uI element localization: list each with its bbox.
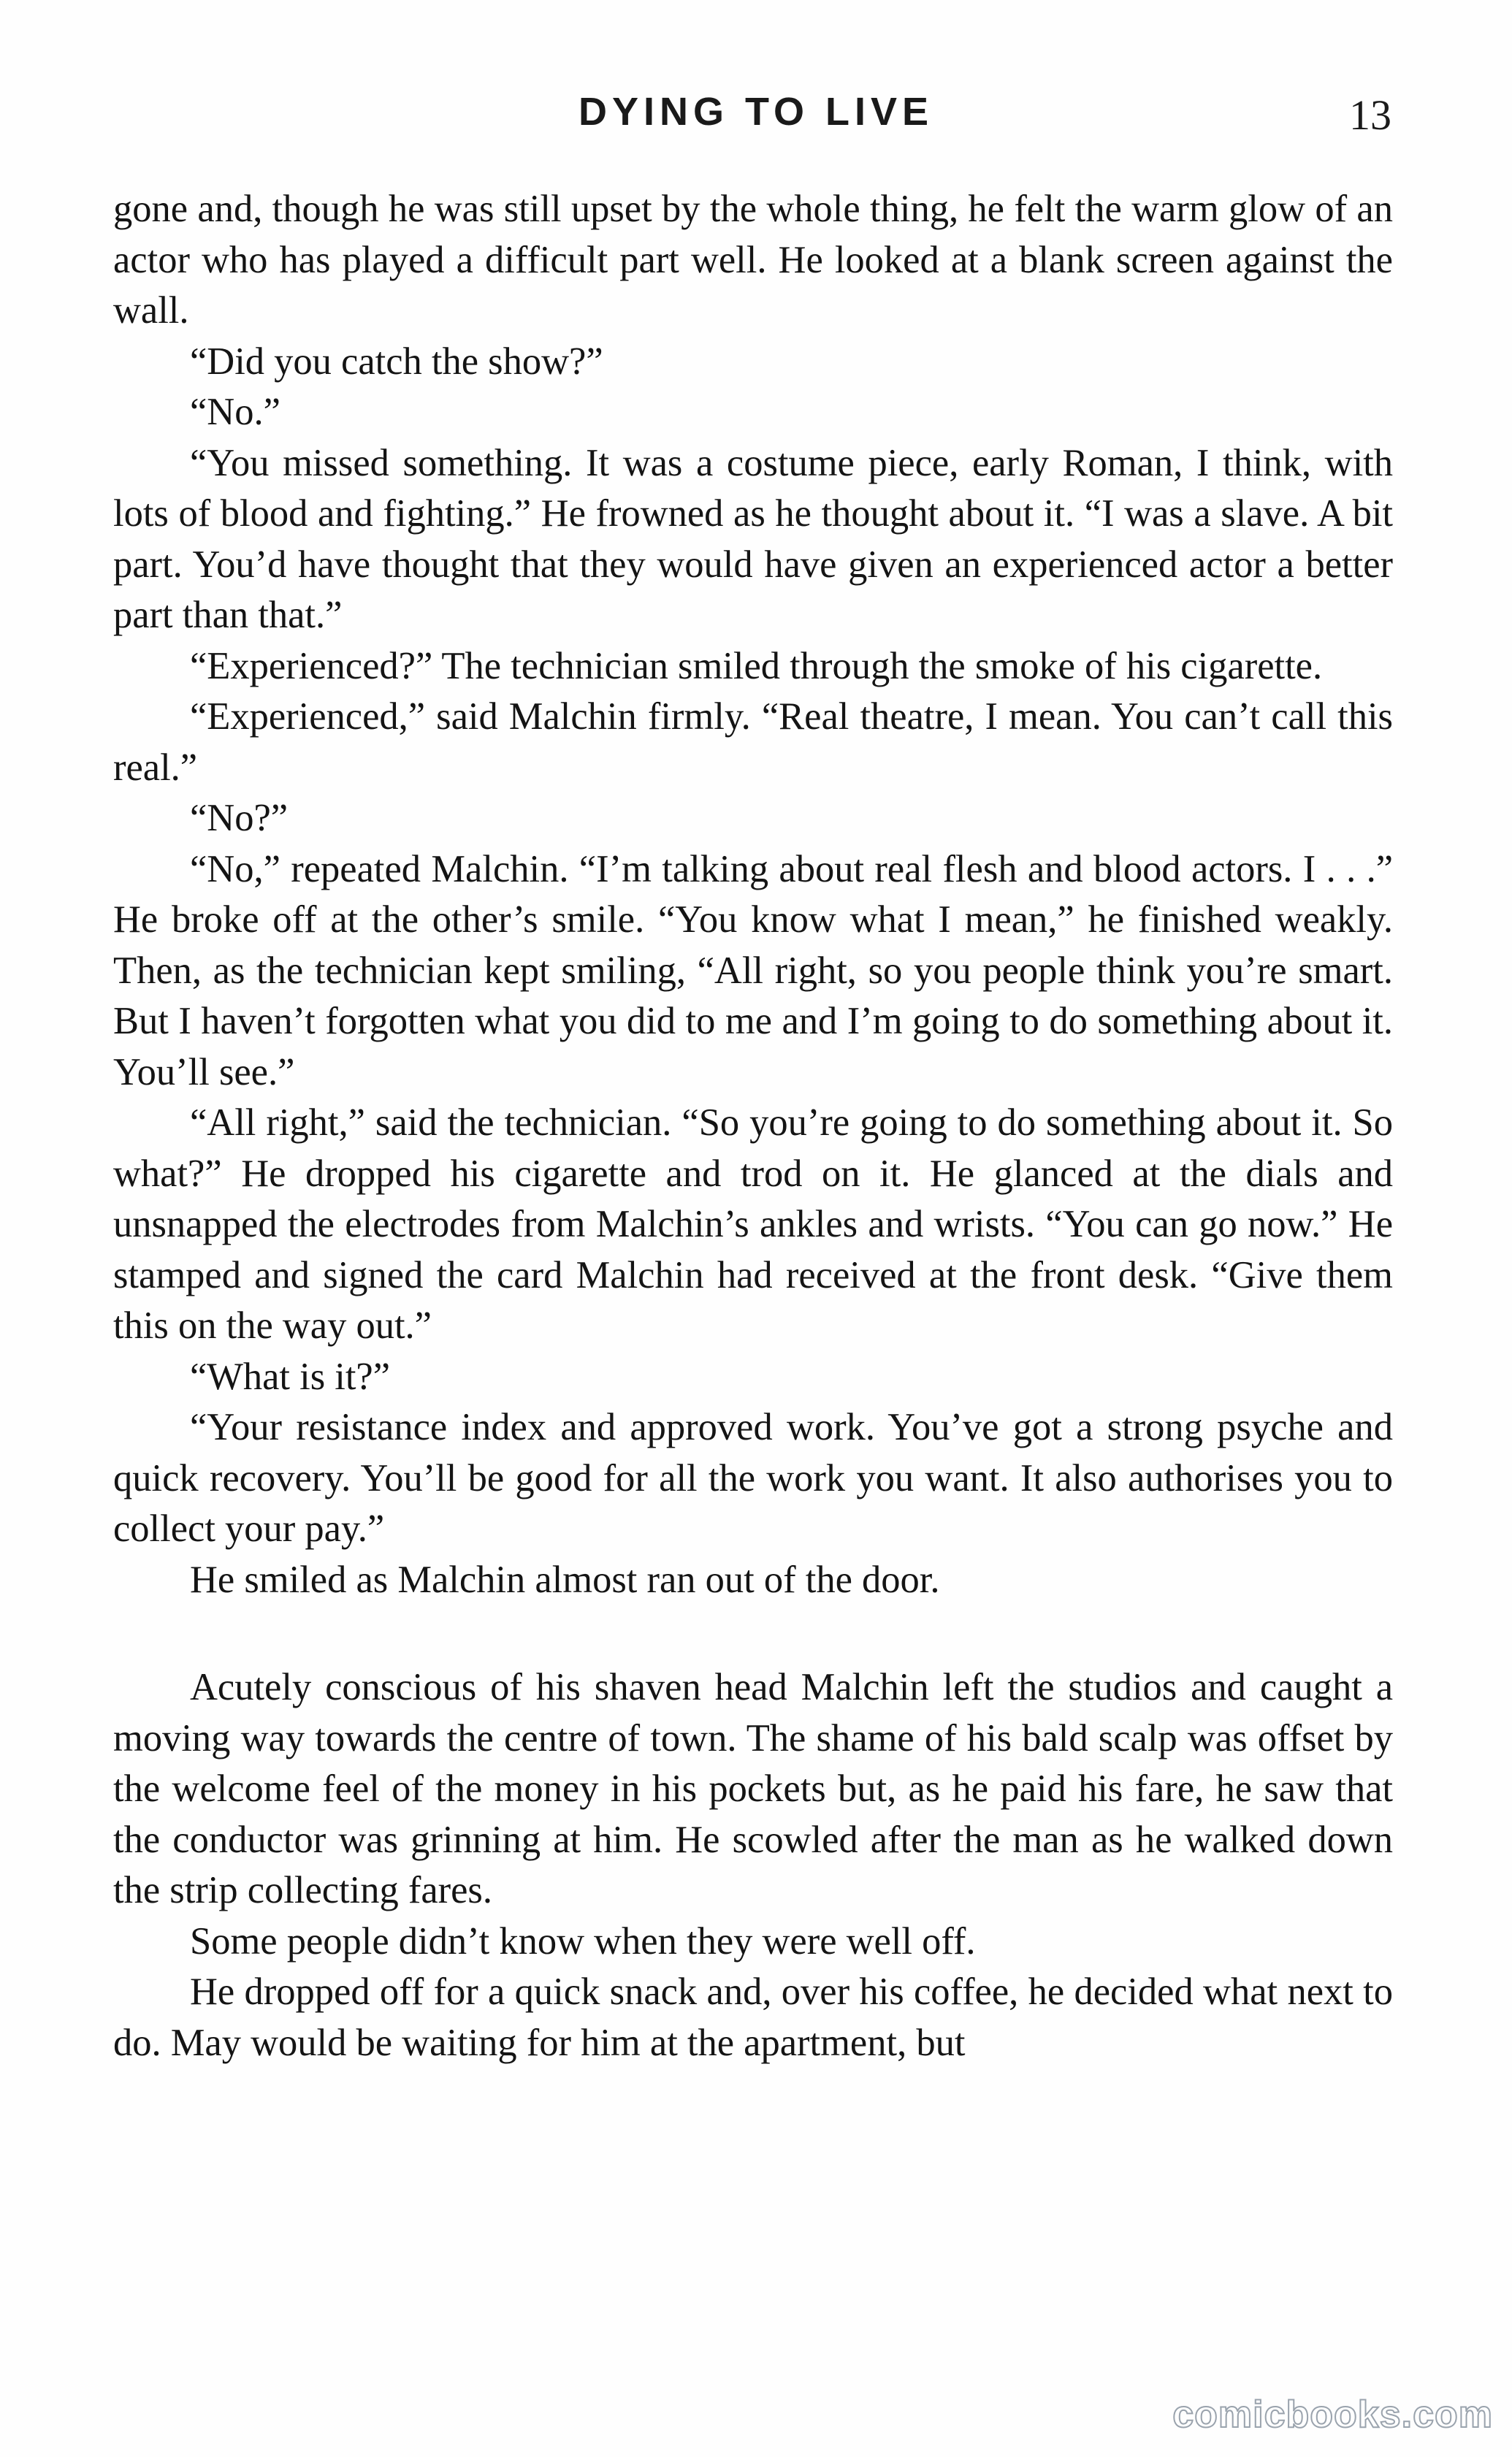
paragraph: “No?” — [190, 797, 289, 839]
paragraph: “You missed something. It was a costume piece, early Roman, I think, with lots of blood and fighting.” He frowned as he thought about it. “I was a slave. A bit part. You’d have thought that they would have given an experienced actor a better part than that.” — [113, 441, 1393, 636]
paragraph: Acutely conscious of his shaven head Malchin left the studios and caught a moving way towards the centre of town. The shame of his bald scalp was offset by the welcome feel of the money in his pockets but, as he paid his fare, he saw that the conductor was grinning at him. He scowled after the man as he walked down the strip collecting fares. — [113, 1666, 1393, 1911]
paragraph: “What is it?” — [190, 1355, 391, 1398]
paragraph: He dropped off for a quick snack and, over his coffee, he decided what next to do. May would be waiting for him at the apartment, but — [113, 1971, 1393, 2064]
paragraph: “Did you catch the show?” — [190, 340, 603, 383]
paragraph: “Your resistance index and approved work. You’ve got a strong psyche and quick recovery. You’ll be good for all the work you want. It also authorises you to collect your pay.” — [113, 1406, 1393, 1550]
page-number: 13 — [1349, 91, 1391, 139]
paragraph: gone and, though he was still upset by the whole thing, he felt the warm glow of an actor who has played a difficult part well. He looked at a blank screen against the wall. — [113, 188, 1393, 332]
body-text — [113, 184, 1393, 2068]
paragraph: He smiled as Malchin almost ran out of the door. — [190, 1558, 940, 1601]
running-title: DYING TO LIVE — [578, 90, 934, 134]
paragraph: “All right,” said the technician. “So you’re going to do something about it. So what?” He dropped his cigarette and trod on it. He glanced at the dials and unsnapped the electrodes from Malchin’s ankles and wrists. “You can go now.” He stamped and signed the card Malchin had received at the front desk. “Give them this on the way out.” — [113, 1101, 1393, 1347]
running-header — [0, 89, 1512, 155]
section-break — [113, 1605, 1393, 1662]
paragraph: “No,” repeated Malchin. “I’m talking about real flesh and blood actors. I . . .” He broke off at the other’s smile. “You know what I mean,” he finished weakly. Then, as the technician kept smiling, “All right, so you people think you’re smart. But I haven’t forgotten what you did to me and I’m going to do something about it. You’ll see.” — [113, 847, 1393, 1093]
paragraph: “No.” — [190, 391, 280, 433]
paragraph: “Experienced?” The technician smiled through the smoke of his cigarette. — [190, 644, 1323, 687]
paragraph: Some people didn’t know when they were well off. — [190, 1919, 976, 1963]
paragraph: “Experienced,” said Malchin firmly. “Real theatre, I mean. You can’t call this real.” — [113, 695, 1393, 789]
watermark: comicbooks.com — [1172, 2393, 1493, 2436]
